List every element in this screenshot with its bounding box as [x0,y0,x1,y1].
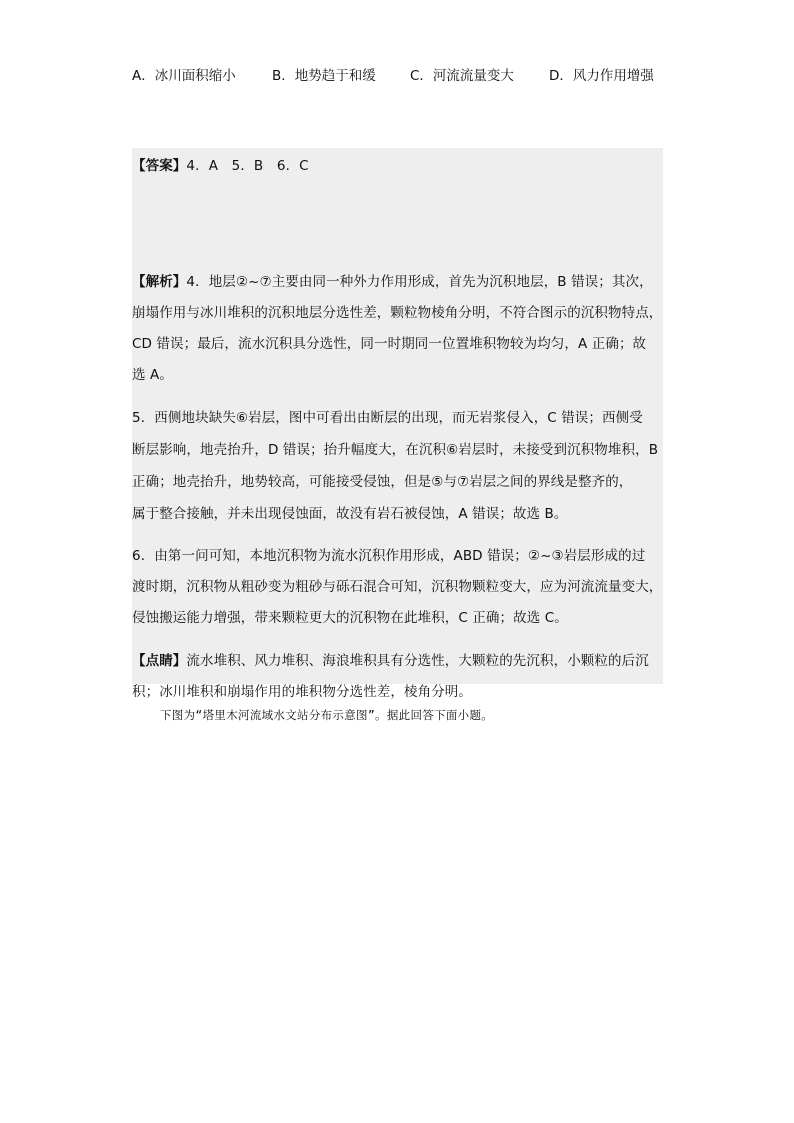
analysis-q5-line: 5．西侧地块缺失⑥岩层，图中可看出由断层的出现，而无岩浆侵入，C 错误；西侧受 [132,410,643,426]
analysis-q4-line: 选 A。 [132,367,173,383]
option-a: A．冰川面积缩小 [132,68,236,84]
analysis-label: 【解析】 [132,274,187,290]
option-c: C．河流流量变大 [410,68,514,84]
analysis-q4-line: CD 错误；最后，流水沉积具分选性，同一时期同一位置堆积物较为均匀，A 正确；故 [132,336,647,352]
analysis-q5-line: 断层影响，地壳抬升，D 错误；抬升幅度大，在沉积⑥岩层时，未接受到沉积物堆积，B [132,442,659,458]
tip-label: 【点睛】 [132,653,187,669]
analysis-q6-line: 侵蚀搬运能力增强，带来颗粒更大的沉积物在此堆积，C 正确；故选 C。 [132,610,568,626]
analysis-q6-line: 6．由第一问可知，本地沉积物为流水沉积作用形成，ABD 错误；②~③岩层形成的过 [132,548,646,564]
analysis-q5-line: 属于整合接触，并未出现侵蚀面，故没有岩石被侵蚀，A 错误；故选 B。 [132,506,568,522]
tip-text: 流水堆积、风力堆积、海浪堆积具有分选性，大颗粒的先沉积，小颗粒的后沉 [186,653,649,669]
answer-options [132,64,692,88]
answer-label: 【答案】 [132,158,187,174]
answer-text: 4．A 5．B 6．C [186,158,309,174]
analysis-line [132,272,672,292]
option-b: B．地势趋于和缓 [272,68,376,84]
analysis-q4-line: 崩塌作用与冰川堆积的沉积地层分选性差，颗粒物棱角分明，不符合图示的沉积物特点， [132,305,663,321]
option-d: D．风力作用增强 [549,68,654,84]
next-question-intro: 下图为“塔里木河流域水文站分布示意图”。据此回答下面小题。 [160,708,494,722]
analysis-q6-line: 渡时期，沉积物从粗砂变为粗砂与砾石混合可知，沉积物颗粒变大，应为河流流量变大， [132,579,663,595]
analysis-q5-line: 正确；地壳抬升，地势较高，可能接受侵蚀，但是⑤与⑦岩层之间的界线是整齐的， [132,474,633,490]
analysis-q4-line: 4．地层②~⑦主要由同一种外力作用形成，首先为沉积地层，B 错误；其次， [186,274,653,290]
tip-text: 积；冰川堆积和崩塌作用的堆积物分选性差，棱角分明。 [132,684,472,700]
answer-line [132,156,672,176]
tip-line [132,651,672,671]
